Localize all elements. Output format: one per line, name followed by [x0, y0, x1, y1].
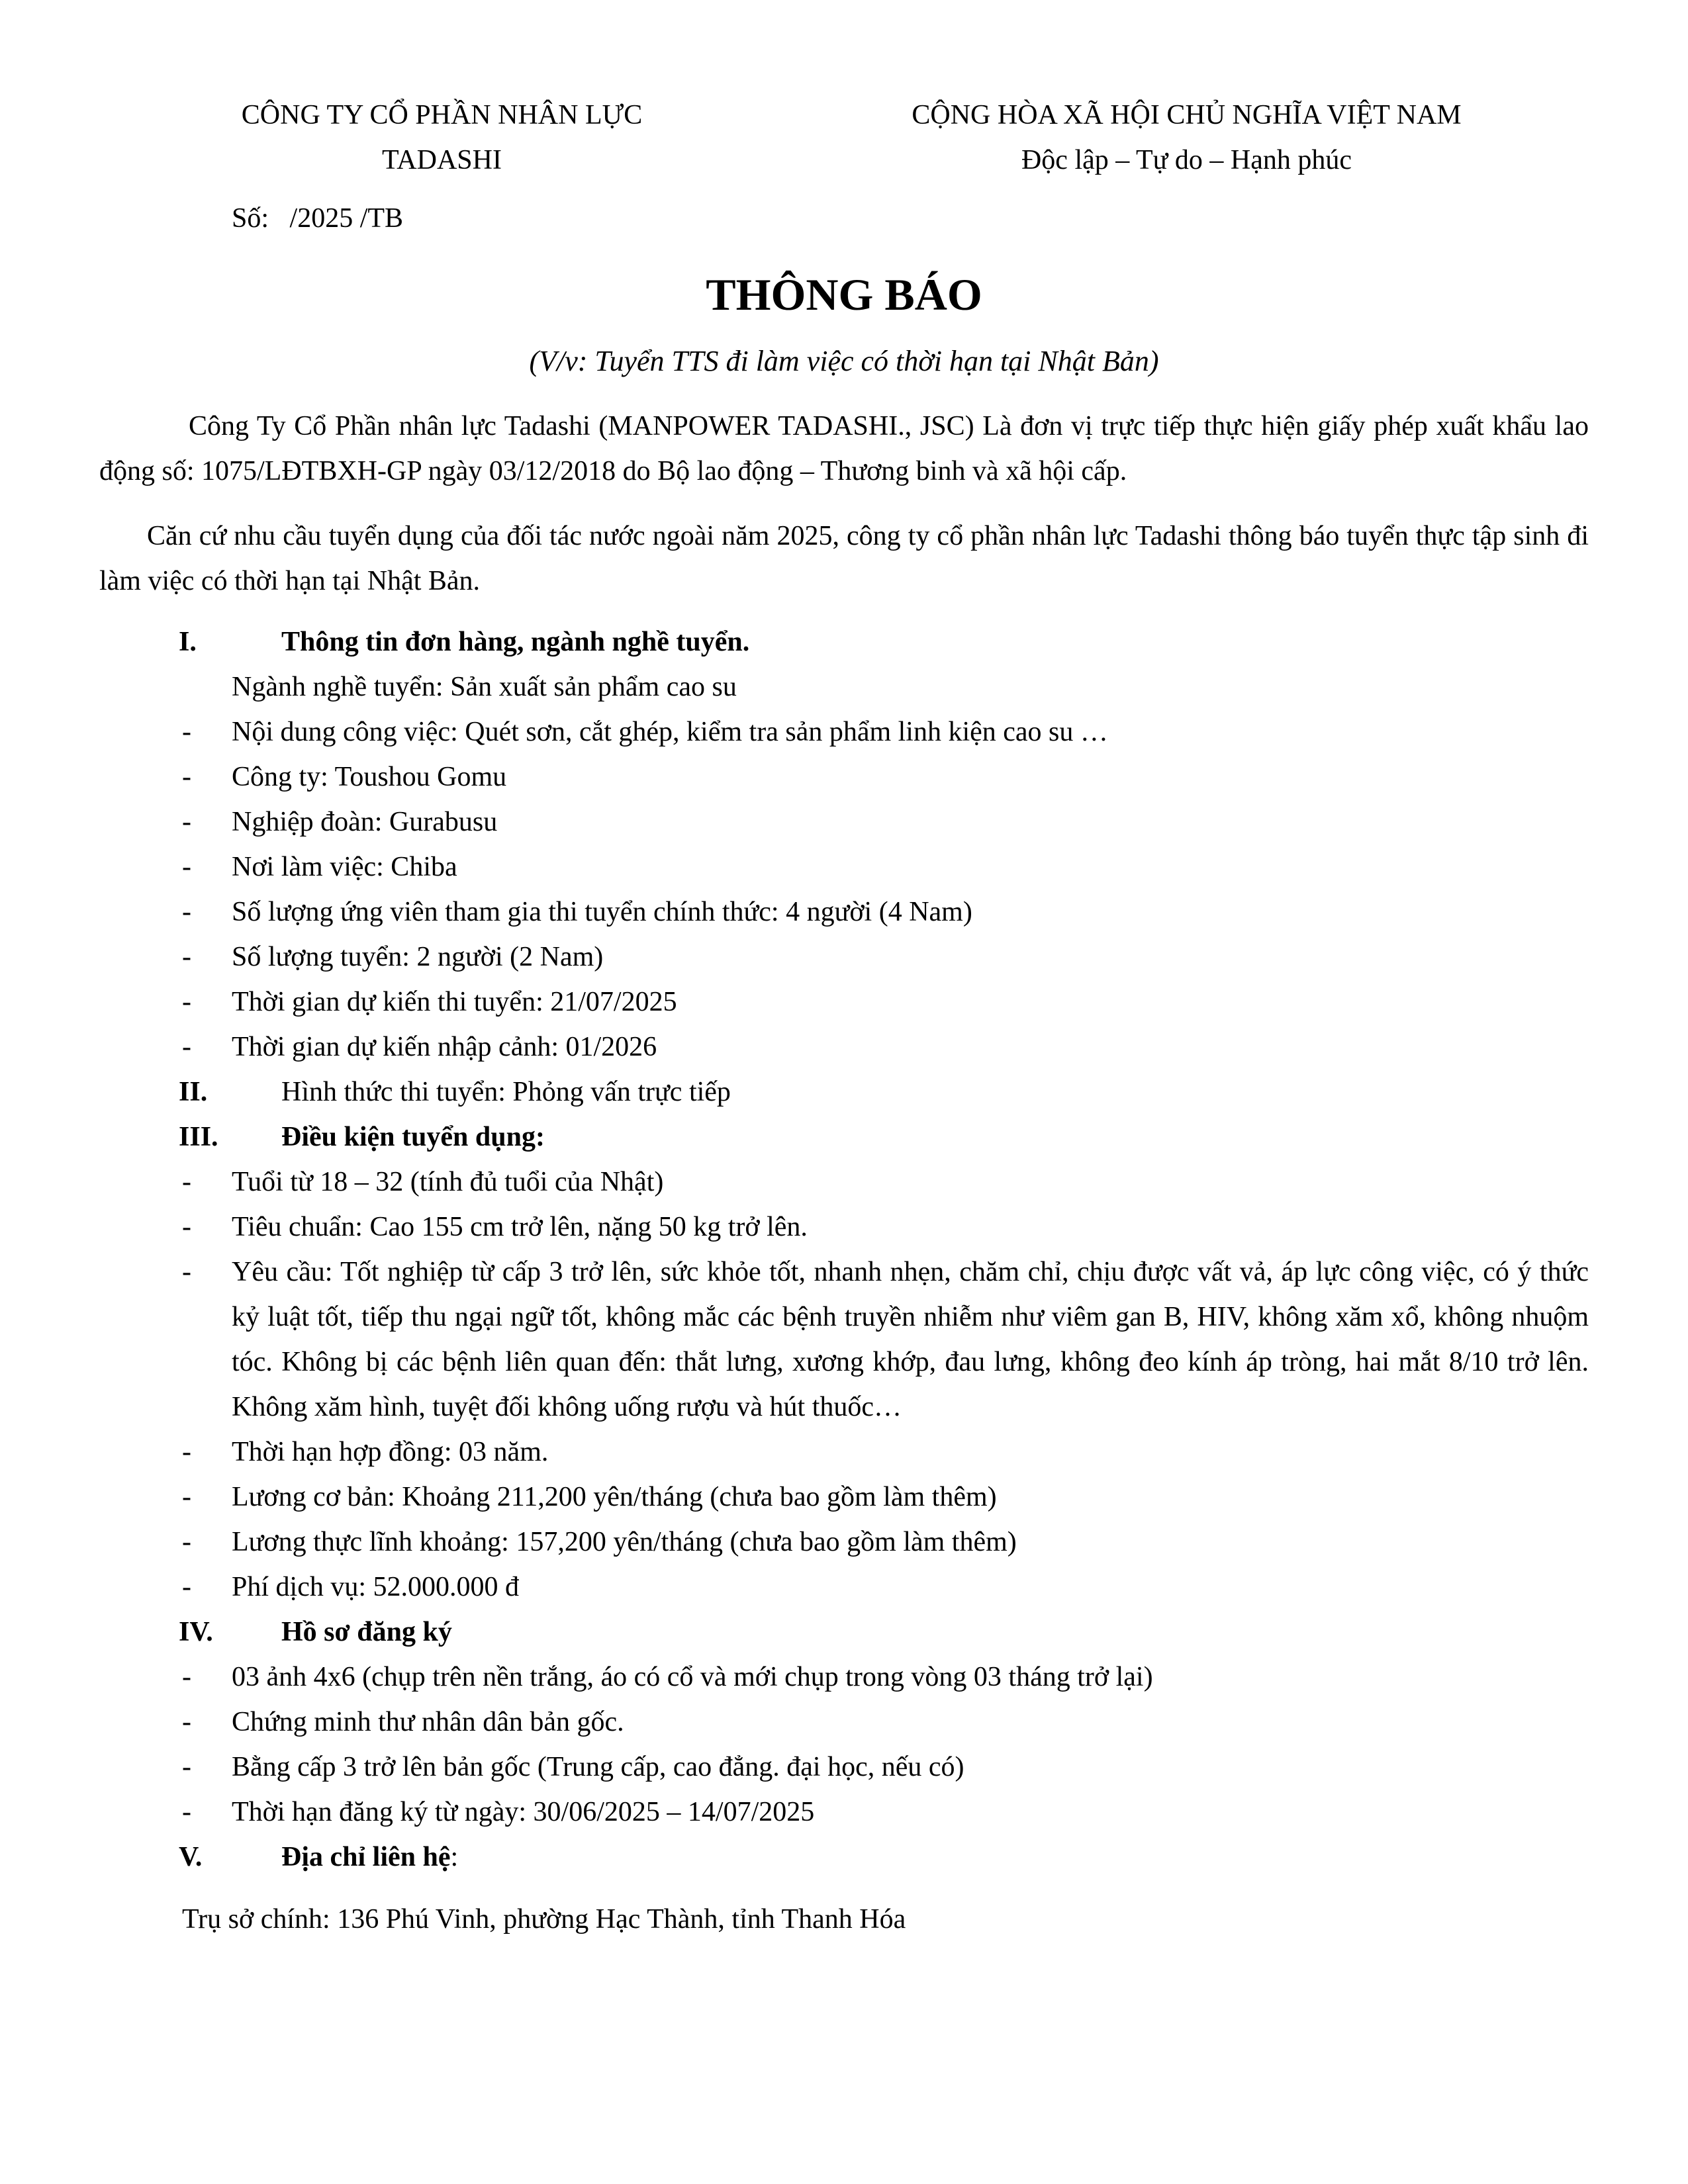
list-item: [99, 1520, 1589, 1565]
list-item-text: Chứng minh thư nhân dân bản gốc.: [232, 1707, 624, 1737]
list-item-text: Lương thực lĩnh khoảng: 157,200 yên/tháng (chưa bao gồm làm thêm): [232, 1527, 1017, 1557]
list-item: [99, 889, 1589, 934]
document-header: [99, 93, 1589, 183]
dash-bullet: -: [182, 942, 191, 972]
intro-paragraph-2: Căn cứ nhu cầu tuyển dụng của đối tác nước ngoài năm 2025, công ty cổ phần nhân lực Tadashi thông báo tuyển thực tập sinh đi làm việc có thời hạn tại Nhật Bản.: [99, 521, 1589, 596]
section-heading-4: [99, 1610, 1589, 1655]
section-5-title-colon: :: [450, 1842, 459, 1872]
section-2-numeral: II.: [179, 1077, 208, 1107]
dash-bullet: -: [182, 1212, 191, 1242]
list-item-text: Công ty: Toushou Gomu: [232, 762, 507, 792]
list-item-text: Số lượng tuyển: 2 người (2 Nam): [232, 942, 604, 972]
list-item-text: Nội dung công việc: Quét sơn, cắt ghép, kiểm tra sản phẩm linh kiện cao su …: [232, 717, 1108, 747]
dash-bullet: -: [182, 762, 191, 792]
dash-bullet: -: [182, 1257, 191, 1287]
list-item: [99, 1205, 1589, 1250]
list-item: [99, 1565, 1589, 1610]
section-4-title: Hồ sơ đăng ký: [281, 1617, 452, 1647]
list-item: [99, 979, 1589, 1024]
dash-bullet: -: [182, 1707, 191, 1737]
list-item-text: Thời gian dự kiến thi tuyển: 21/07/2025: [232, 987, 677, 1017]
list-item: [99, 1790, 1589, 1835]
section-5-numeral: V.: [179, 1842, 203, 1872]
list-item: [99, 1160, 1589, 1205]
section-heading-1: [99, 619, 1589, 664]
list-item: [99, 1250, 1589, 1430]
section-1-title: Thông tin đơn hàng, ngành nghề tuyển.: [281, 627, 750, 657]
section-5-title: [281, 1835, 1589, 1880]
dash-bullet: -: [182, 1527, 191, 1557]
section-5-title-text: Địa chỉ liên hệ: [281, 1842, 451, 1872]
list-item: [99, 934, 1589, 979]
dash-bullet: -: [182, 1437, 191, 1467]
list-item-text: Thời hạn hợp đồng: 03 năm.: [232, 1437, 549, 1467]
dash-bullet: -: [182, 807, 191, 837]
list-item-text: Nghiệp đoàn: Gurabusu: [232, 807, 498, 837]
document-title: THÔNG BÁO: [706, 269, 982, 320]
list-item-text: Lương cơ bản: Khoảng 211,200 yên/tháng (chưa bao gồm làm thêm): [232, 1482, 997, 1512]
section-3-title: Điều kiện tuyển dụng:: [281, 1122, 545, 1152]
section-1-numeral: I.: [179, 627, 197, 657]
list-item-text: Tiêu chuẩn: Cao 155 cm trở lên, nặng 50 kg trở lên.: [232, 1212, 808, 1242]
dash-bullet: -: [182, 897, 191, 927]
intro-paragraph-1: Công Ty Cổ Phần nhân lực Tadashi (MANPOWER TADASHI., JSC) Là đơn vị trực tiếp thực hiện giấy phép xuất khẩu lao động số: 1075/LĐTBXH-GP ngày 03/12/2018 do Bộ lao động – Thương binh và xã hội cấp.: [99, 411, 1589, 486]
list-item-text: Số lượng ứng viên tham gia thi tuyển chính thức: 4 người (4 Nam): [232, 897, 972, 927]
dash-bullet: -: [182, 1167, 191, 1197]
company-header-block: [99, 93, 784, 183]
dash-bullet: -: [182, 1797, 191, 1827]
list-item: [99, 1655, 1589, 1700]
list-item-text: Bằng cấp 3 trở lên bản gốc (Trung cấp, cao đẳng. đại học, nếu có): [232, 1752, 964, 1782]
list-item: [99, 1475, 1589, 1520]
list-item: [99, 844, 1589, 889]
list-item: [99, 1700, 1589, 1745]
company-name-line2: TADASHI: [382, 145, 502, 175]
dash-bullet: -: [182, 987, 191, 1017]
dash-bullet: -: [182, 1752, 191, 1782]
list-item-text: 03 ảnh 4x6 (chụp trên nền trắng, áo có cổ và mới chụp trong vòng 03 tháng trở lại): [232, 1662, 1153, 1692]
dash-bullet: -: [182, 1482, 191, 1512]
section-4-numeral: IV.: [179, 1617, 213, 1647]
dash-bullet: -: [182, 1572, 191, 1602]
republic-motto-line2: Độc lập – Tự do – Hạnh phúc: [1021, 145, 1352, 175]
list-item: [99, 1430, 1589, 1475]
dash-bullet: -: [182, 852, 191, 882]
section-heading-5: [99, 1835, 1589, 1880]
document-number: Số: /2025 /TB: [232, 203, 404, 234]
list-item: [99, 799, 1589, 844]
section-3-numeral: III.: [179, 1122, 218, 1152]
section-1-intro-line: Ngành nghề tuyển: Sản xuất sản phẩm cao su: [232, 672, 737, 702]
section-2-title: Hình thức thi tuyển: Phỏng vấn trực tiếp: [281, 1077, 731, 1107]
list-item: [99, 1745, 1589, 1790]
republic-motto-line1: CỘNG HÒA XÃ HỘI CHỦ NGHĨA VIỆT NAM: [912, 100, 1462, 130]
dash-bullet: -: [182, 717, 191, 747]
list-item-text: Thời hạn đăng ký từ ngày: 30/06/2025 – 14/07/2025: [232, 1797, 815, 1827]
company-name-line1: CÔNG TY CỔ PHẦN NHÂN LỰC: [241, 100, 643, 130]
list-item-text: Phí dịch vụ: 52.000.000 đ: [232, 1572, 520, 1602]
dash-bullet: -: [182, 1032, 191, 1062]
head-office-address: Trụ sở chính: 136 Phú Vinh, phường Hạc Thành, tỉnh Thanh Hóa: [182, 1904, 906, 1934]
list-item-text: Yêu cầu: Tốt nghiệp từ cấp 3 trở lên, sức khỏe tốt, nhanh nhẹn, chăm chỉ, chịu được vất vả, áp lực công việc, có ý thức kỷ luật tốt, tiếp thu ngại ngữ tốt, không mắc các bệnh truyền nhiễm như viêm gan B, HIV, không xăm xổ, không nhuộm tóc. Không bị các bệnh liên quan đến: thắt lưng, xương khớp, đau lưng, không đeo kính áp tròng, hai mắt 8/10 trở lên. Không xăm hình, tuyệt đối không uống rượu và hút thuốc…: [232, 1257, 1589, 1422]
list-item-text: Nơi làm việc: Chiba: [232, 852, 457, 882]
list-item: [99, 754, 1589, 799]
section-heading-2: [99, 1069, 1589, 1115]
list-item-text: Thời gian dự kiến nhập cảnh: 01/2026: [232, 1032, 657, 1062]
list-item-text: Tuổi từ 18 – 32 (tính đủ tuổi của Nhật): [232, 1167, 664, 1197]
list-item: [99, 709, 1589, 754]
document-subtitle: (V/v: Tuyển TTS đi làm việc có thời hạn tại Nhật Bản): [529, 345, 1159, 377]
dash-bullet: -: [182, 1662, 191, 1692]
national-header-block: [784, 93, 1589, 183]
section-heading-3: [99, 1115, 1589, 1160]
list-item: [99, 1024, 1589, 1069]
